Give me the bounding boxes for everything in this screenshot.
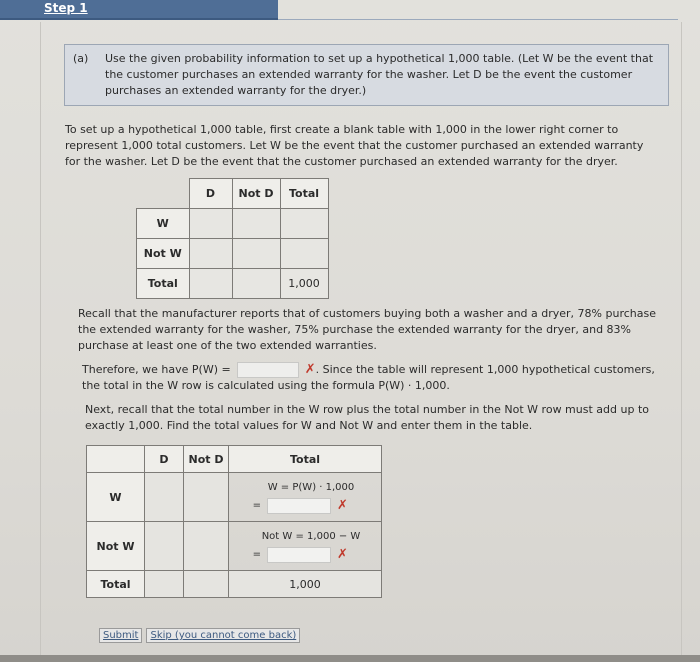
table1-cell — [189, 269, 232, 299]
step-tab[interactable] — [0, 0, 278, 20]
question-box — [64, 44, 669, 106]
table1-row-w-label: W — [137, 209, 190, 239]
intro-text: To set up a hypothetical 1,000 table, first create a blank table with 1,000 in the lower right corner to represent 1,000 total customers. Let W be the event that the customer purchased an extended warranty for the washer. Let D be the event that the customer purchased an extended warranty for the dryer. — [65, 123, 644, 168]
therefore-text — [82, 362, 662, 394]
w-eq2: = — [252, 499, 261, 511]
table1-cell — [280, 209, 328, 239]
therefore-line2: the total in the W row is calculated using the formula P(W) · 1,000. — [82, 379, 450, 392]
w-formula-eq: = — [280, 481, 290, 493]
step-divider — [278, 19, 678, 20]
skip-button[interactable]: Skip (you cannot come back) — [146, 628, 300, 643]
pw-input[interactable] — [237, 362, 299, 378]
table2-cell — [145, 571, 184, 598]
incorrect-icon: ✗ — [304, 362, 316, 377]
recall-text: Recall that the manufacturer reports that of customers buying both a washer and a dryer, 78% purchase the extended warranty for the washer, 75% purchase the extended warranty for the dryer, and 83% purchase at least one of the two extended warranties. — [78, 307, 656, 352]
table2-header-d: D — [145, 446, 184, 473]
table1-cell — [189, 209, 232, 239]
notw-formula-rhs: 1,000 − W — [307, 530, 361, 542]
table2-header-total: Total — [229, 446, 382, 473]
bottom-edge — [0, 655, 700, 662]
table1-row-total-label: Total — [137, 269, 190, 299]
table1-header-not-d: Not D — [232, 179, 280, 209]
not-w-total-cell — [229, 522, 382, 571]
table2-header-not-d: Not D — [184, 446, 229, 473]
w-formula-lhs: W — [267, 481, 278, 493]
table1-cell — [280, 239, 328, 269]
notw-eq2: = — [252, 548, 261, 560]
notw-formula-lhs: Not W — [261, 530, 293, 542]
table2-cell — [145, 473, 184, 522]
table2-row-total-label: Total — [87, 571, 145, 598]
table2-cell — [145, 522, 184, 571]
table1-row-not-w-label: Not W — [137, 239, 190, 269]
w-formula-rhs: P(W) · 1,000 — [292, 481, 355, 493]
table1-cell — [232, 239, 280, 269]
table1-corner — [137, 179, 190, 209]
question-label: (a) — [73, 52, 89, 65]
table1-header-total: Total — [280, 179, 328, 209]
w-total-input[interactable] — [267, 498, 331, 514]
table2-cell — [184, 522, 229, 571]
table2-corner — [87, 446, 145, 473]
incorrect-icon: ✗ — [337, 497, 348, 513]
table2-total-value: 1,000 — [229, 571, 382, 598]
notw-formula-eq: = — [295, 530, 304, 542]
incorrect-icon: ✗ — [337, 546, 348, 562]
table1-cell — [232, 209, 280, 239]
table1-total-value: 1,000 — [280, 269, 328, 299]
not-w-total-input[interactable] — [267, 547, 331, 563]
table1-cell — [189, 239, 232, 269]
table1-header-d: D — [189, 179, 232, 209]
submit-button[interactable]: Submit — [99, 628, 142, 643]
table2-cell — [184, 473, 229, 522]
button-row — [99, 628, 300, 643]
table2-row-w-label: W — [87, 473, 145, 522]
therefore-after: . Since the table will represent 1,000 hypothetical customers, — [315, 363, 655, 376]
table-2 — [86, 445, 382, 598]
table-1 — [136, 178, 329, 299]
therefore-before: Therefore, we have P(W) = — [82, 363, 231, 376]
question-text: Use the given probability information to set up a hypothetical 1,000 table. (Let W be the event that the customer purchases an extended warranty for the washer. Let D be the event the customer purchases an extended warranty for the dryer.) — [105, 52, 654, 97]
table2-cell — [184, 571, 229, 598]
table1-cell — [232, 269, 280, 299]
next-text: Next, recall that the total number in the W row plus the total number in the Not W row must add up to exactly 1,000. Find the total values for W and Not W and enter them in the table. — [85, 403, 649, 432]
table2-row-not-w-label: Not W — [87, 522, 145, 571]
w-total-cell — [229, 473, 382, 522]
step-label: Step 1 — [44, 1, 88, 15]
